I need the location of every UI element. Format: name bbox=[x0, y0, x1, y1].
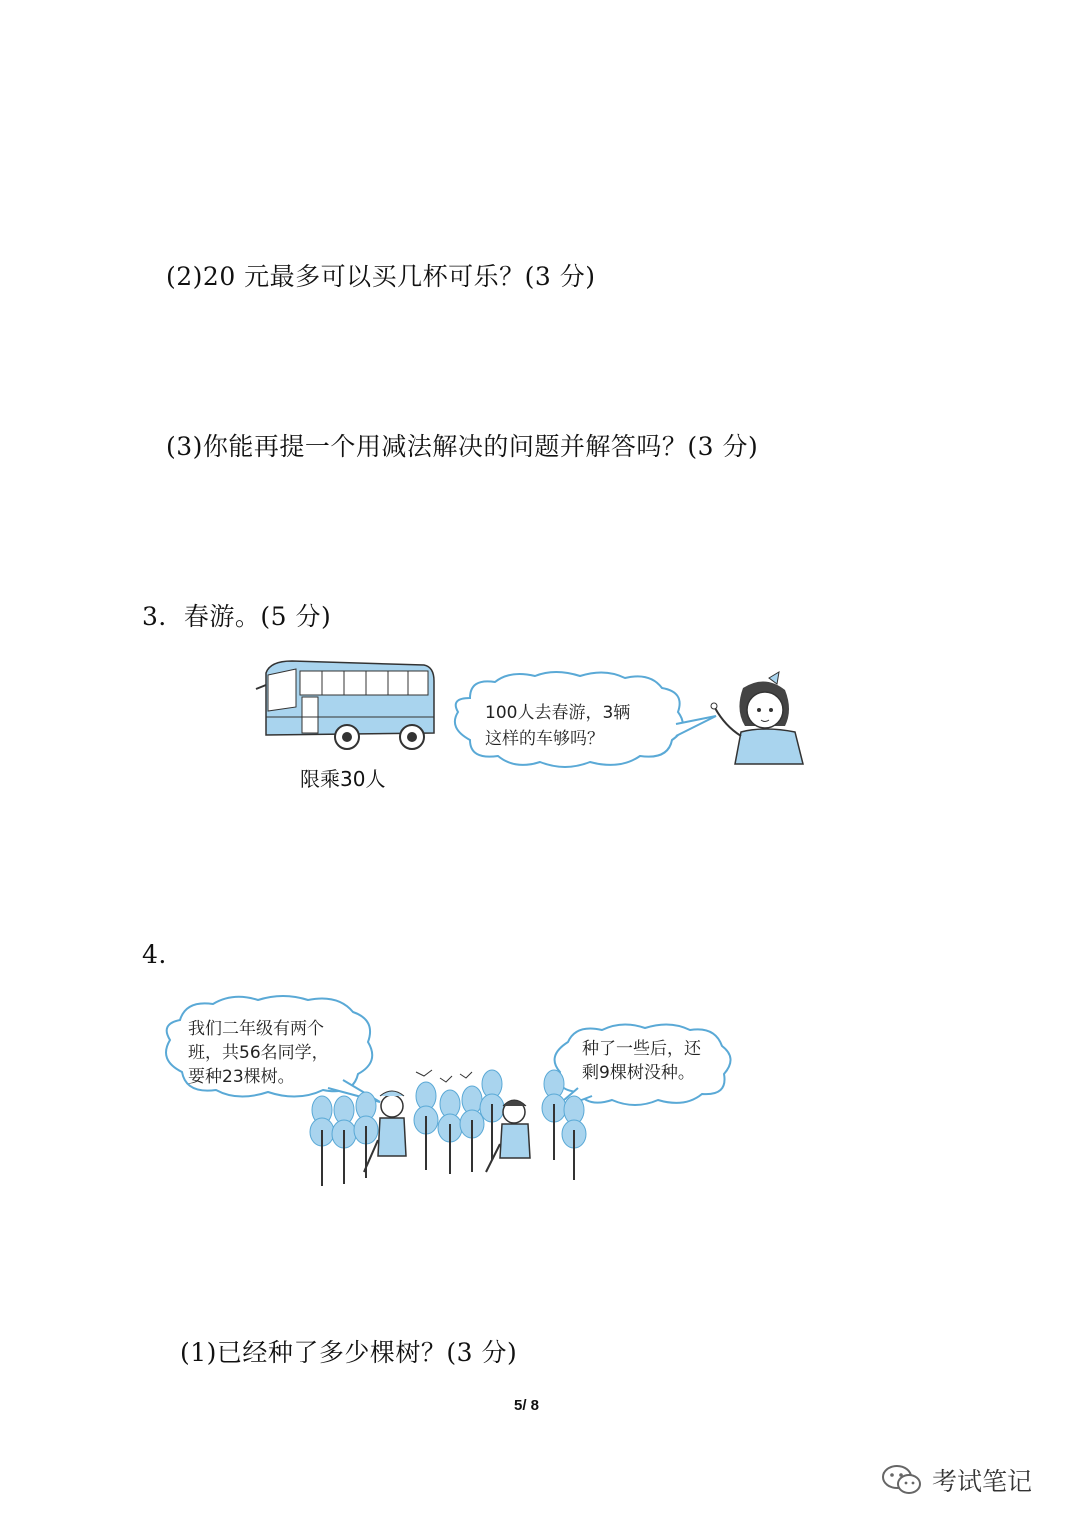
question-2-3: (3)你能再提一个用减法解决的问题并解答吗？(3 分) bbox=[166, 432, 759, 461]
question-3-title: 3．春游。(5 分) bbox=[142, 602, 332, 631]
bubble4r-line2: 剩9棵树没种。 bbox=[582, 1063, 695, 1083]
bubble3-line1: 100人去春游，3辆 bbox=[485, 703, 631, 723]
watermark bbox=[880, 1462, 1032, 1498]
bubble4r-line1: 种了一些后，还 bbox=[582, 1039, 701, 1059]
bubble4l-line2: 班，共56名同学， bbox=[188, 1043, 329, 1063]
bubble4l-line1: 我们二年级有两个 bbox=[188, 1019, 324, 1039]
bubble4l-line3: 要种23棵树。 bbox=[188, 1067, 295, 1087]
question-2-2: (2)20 元最多可以买几杯可乐？(3 分) bbox=[166, 262, 596, 291]
question-4-1: (1)已经种了多少棵树？(3 分) bbox=[180, 1338, 518, 1367]
bubble3-line2: 这样的车够吗？ bbox=[485, 729, 604, 749]
question-4-title: 4. bbox=[142, 940, 167, 969]
watermark-text: 考试笔记 bbox=[932, 1467, 1033, 1496]
speech-bubble-3 bbox=[440, 668, 730, 778]
bus-illustration bbox=[252, 655, 442, 755]
wechat-icon bbox=[880, 1463, 924, 1497]
page-number: 5/ 8 bbox=[514, 1397, 540, 1414]
bus-capacity-caption: 限乘30人 bbox=[300, 767, 386, 791]
tree-planting-illustration bbox=[300, 1060, 600, 1190]
girl-illustration bbox=[705, 670, 820, 770]
